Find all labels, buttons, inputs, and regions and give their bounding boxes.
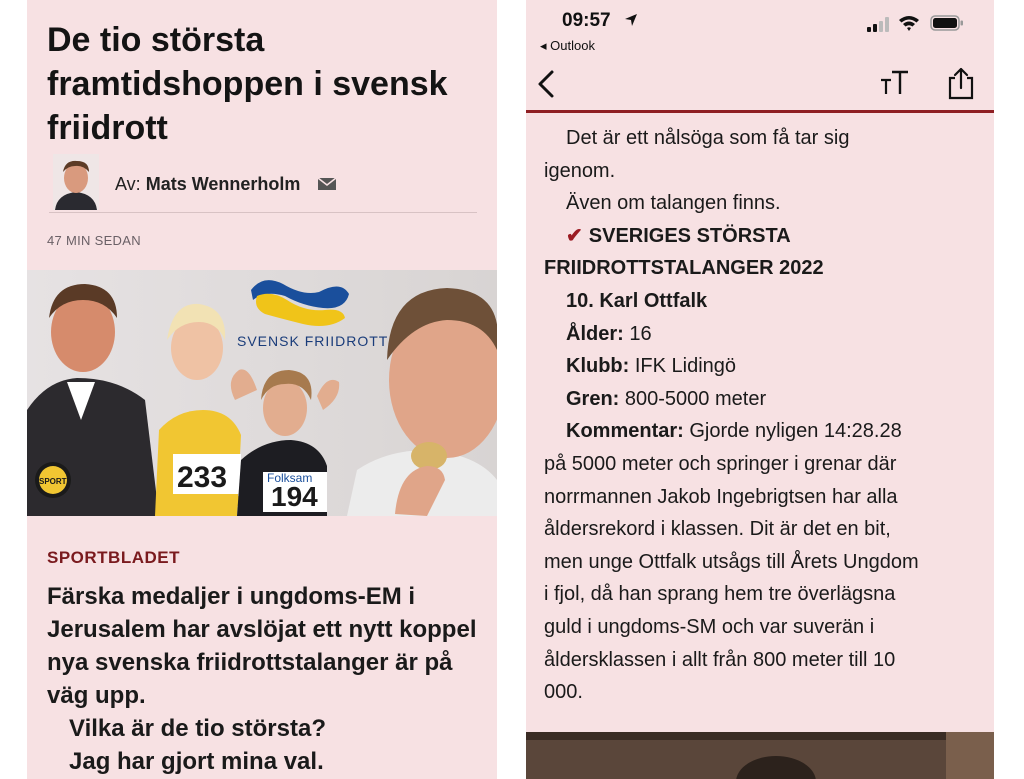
- svg-text:SVENSK FRIIDROTT: SVENSK FRIIDROTT: [237, 333, 389, 349]
- svg-text:SPORT: SPORT: [39, 477, 67, 486]
- article-body: Det är ett nålsöga som få tar sig igenom. Även om talangen finns. ✔ SVERIGES STÖRSTA FRIIDROTTSTALANGER 2022 10. Karl Ottfalk Ålder: 16 Klubb: IFK Lidingö Gren: 800-5000 meter Kommentar: Gjorde nyligen 14:28.28 på 5000 meter och springer i grenar där norrmannen Jakob Ingebrigtsen har alla åldersrekord i klassen. Dit är det en bit, men unge Ottfalk utsågs till Årets Ungdom i fjol, då han sprang hem tre överlägsna guld i ungdoms-SM och var suverän i åldersklassen i allt från 800 meter till 10 000.: [544, 127, 919, 704]
- battery-icon: [930, 14, 964, 32]
- reader-toolbar: [526, 58, 994, 113]
- source-label[interactable]: SPORTBLADET: [47, 548, 180, 567]
- clock: 09:57: [562, 10, 611, 31]
- article-headline: De tio största framtidshoppen i svensk friidrott: [47, 21, 448, 147]
- svg-text:194: 194: [271, 481, 318, 512]
- author-avatar: [53, 154, 99, 210]
- location-arrow-icon: [624, 13, 638, 27]
- publish-time: 47 MIN SEDAN: [47, 233, 141, 248]
- cellular-signal-icon: [866, 16, 890, 32]
- checkmark-icon: ✔: [566, 224, 583, 247]
- hero-image[interactable]: [27, 270, 497, 516]
- svg-text:Folksam: Folksam: [267, 471, 313, 485]
- share-icon[interactable]: [946, 66, 976, 100]
- text-size-icon[interactable]: [878, 68, 910, 98]
- wifi-icon: [898, 14, 920, 32]
- inline-photo[interactable]: [526, 732, 994, 779]
- author-name[interactable]: Av: Mats Wennerholm: [115, 174, 301, 194]
- byline: [49, 152, 477, 213]
- article-lead: Färska medaljer i ungdoms-EM i Jerusalem har avslöjat ett nytt koppel nya svenska friidrottstalanger är på väg upp. Vilka är de tio största? Jag har gjort mina val.: [47, 583, 477, 775]
- back-chevron-icon[interactable]: [532, 66, 560, 102]
- back-to-app-link[interactable]: ◂ Outlook: [540, 38, 595, 53]
- article-preview-panel: [27, 0, 497, 779]
- svg-text:233: 233: [177, 461, 228, 494]
- status-bar: [526, 0, 994, 58]
- phone-article-panel: [526, 0, 994, 779]
- mail-icon[interactable]: [317, 176, 337, 192]
